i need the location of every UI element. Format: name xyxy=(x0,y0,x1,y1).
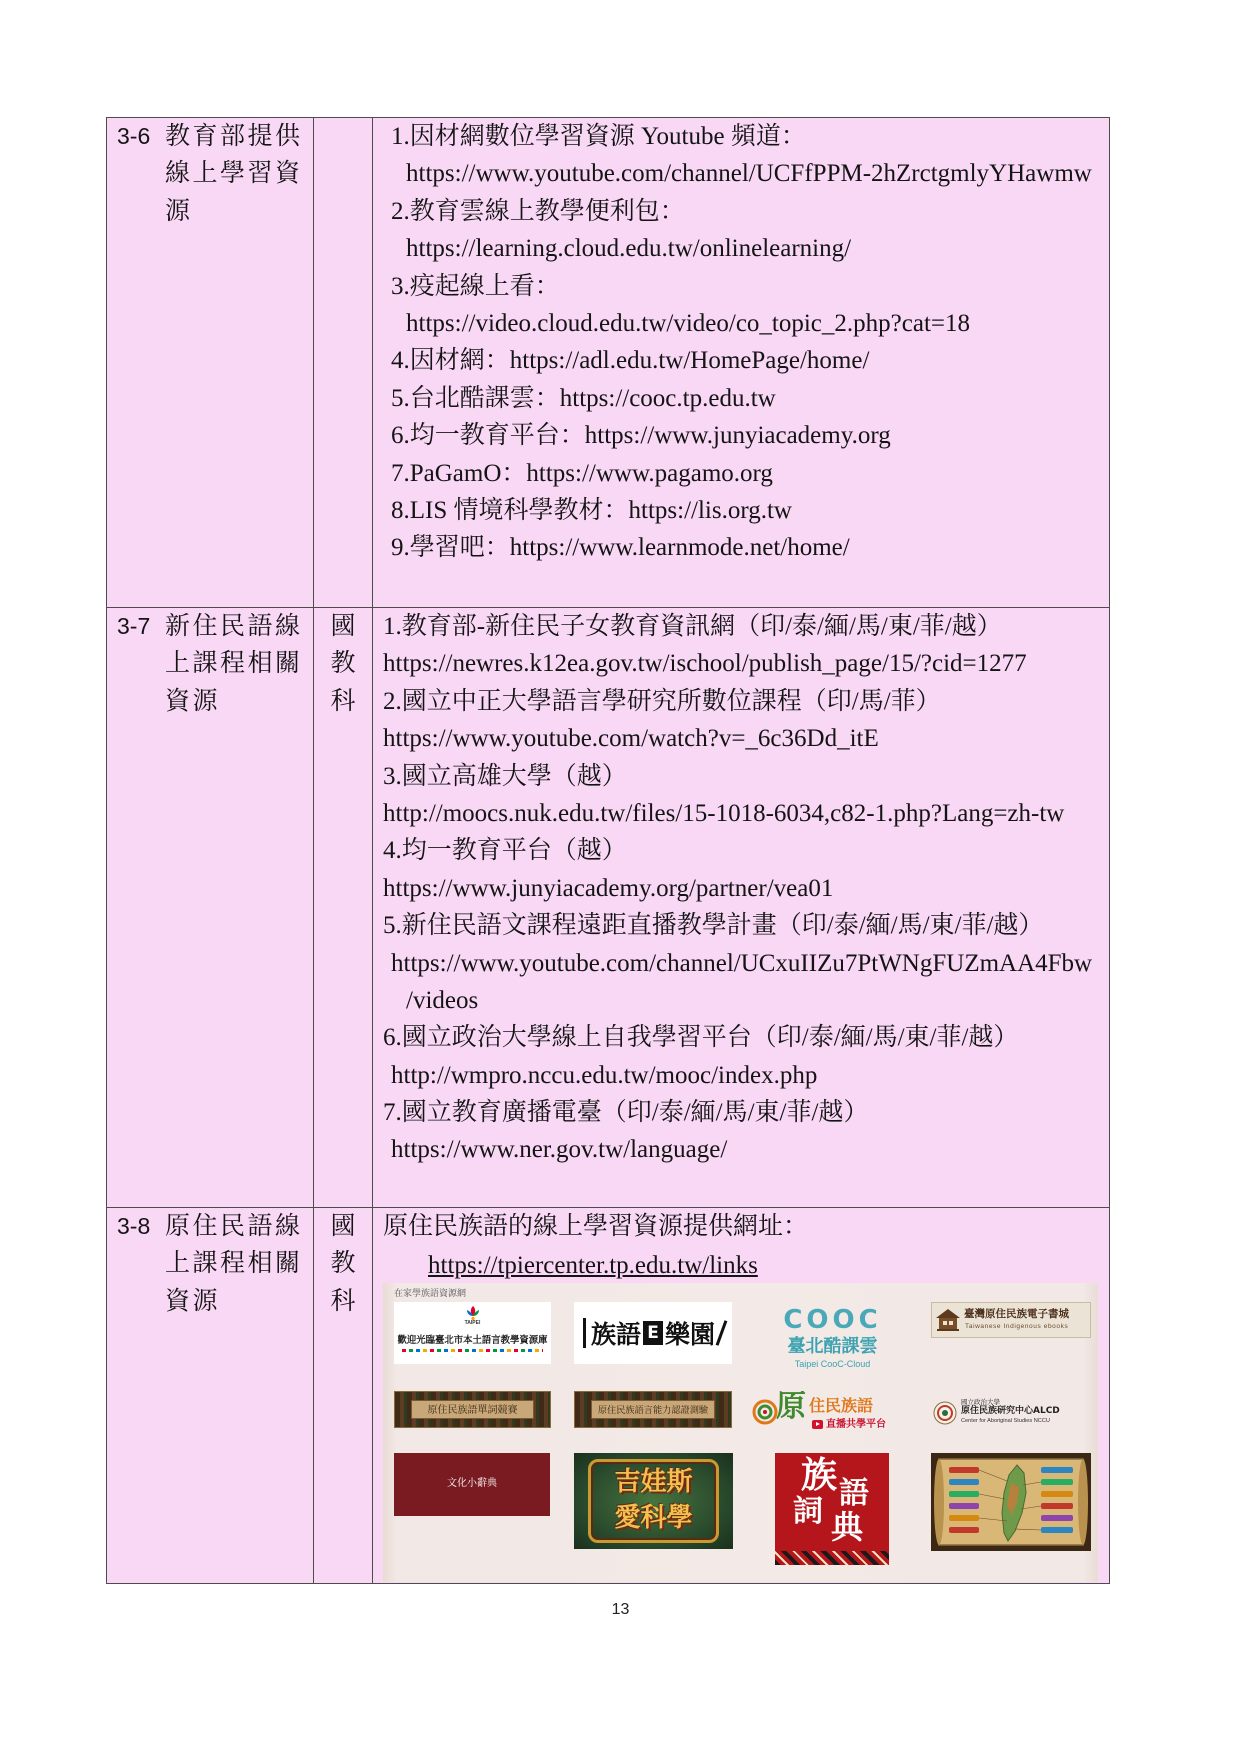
center-english-name: Center for Aboriginal Studies NCCU xyxy=(961,1418,1050,1424)
resource-url: https://learning.cloud.edu.tw/onlinelearning/ xyxy=(406,235,852,263)
calligraphy-char: 典 xyxy=(831,1508,864,1546)
page-number: 13 xyxy=(611,1601,630,1618)
resource-line: 4.均一教育平台（越） xyxy=(383,837,627,865)
calligraphy-char: 族 xyxy=(801,1454,838,1496)
unit-char: 國 xyxy=(330,613,356,640)
logo-e-box: E xyxy=(643,1321,663,1345)
row-title xyxy=(165,118,303,230)
resource-line: 1.因材網數位學習資源 Youtube 頻道： xyxy=(391,123,806,150)
unit-char: 教 xyxy=(330,1250,356,1278)
resource-url: https://www.youtube.com/channel/UCxuIIZu7PtWNgFUZmAA4Fbw xyxy=(391,949,1093,977)
color-dots-divider xyxy=(402,1349,543,1352)
spiral-icon xyxy=(752,1399,778,1425)
row-title-line: 原住民語線 xyxy=(165,1213,303,1240)
longhouse-icon xyxy=(935,1307,961,1333)
logo-text: 住民族語 xyxy=(809,1396,874,1415)
resource-list xyxy=(383,608,1092,1169)
row-3-6-unit-cell xyxy=(313,117,373,608)
row-id: 3-7 xyxy=(117,613,151,639)
play-icon xyxy=(812,1420,823,1429)
taipei-local-language-resource-logo xyxy=(394,1302,551,1364)
panel-header: 在家學族語資源網 xyxy=(394,1288,467,1298)
calligraphy-char: 語 xyxy=(839,1476,869,1511)
resource-line: 8.LIS 情境科學教材：https://lis.org.tw xyxy=(391,496,792,524)
row-title-line: 線上學習資 xyxy=(165,160,303,188)
resource-line: 3.國立高雄大學（越） xyxy=(383,762,627,790)
culture-dictionary-tile xyxy=(394,1453,550,1516)
row-title xyxy=(165,1208,303,1320)
resource-line: 3.疫起線上看： xyxy=(391,272,560,300)
resource-line: 2.國立中正大學語言學研究所數位課程（印/馬/菲） xyxy=(383,687,941,715)
resource-line: 4.因材網：https://adl.edu.tw/HomePage/home/ xyxy=(391,347,870,375)
logo-text: 樂園 xyxy=(665,1320,716,1349)
resource-line: 7.國立教育廣播電臺（印/泰/緬/馬/東/菲/越） xyxy=(383,1099,869,1127)
seal-icon xyxy=(933,1401,957,1425)
resource-line: 5.新住民語文課程遠距直播教學計畫（印/泰/緬/馬/東/菲/越） xyxy=(383,912,1044,940)
resource-url: http://wmpro.nccu.edu.tw/mooc/index.php xyxy=(391,1061,818,1089)
logo-subtitle: 直播共學平台 xyxy=(826,1419,886,1430)
resource-url: http://moocs.nuk.edu.tw/files/15-1018-6034,c82-1.php?Lang=zh-tw xyxy=(383,799,1065,827)
resource-line: 1.教育部-新住民子女教育資訊網（印/泰/緬/馬/東/菲/越） xyxy=(383,613,1002,640)
row-3-8-id-cell xyxy=(106,1207,314,1584)
resource-url: https://www.ner.gov.tw/language/ xyxy=(391,1136,728,1164)
resource-line: 2.教育雲線上教學便利包： xyxy=(391,197,685,225)
resource-url: https://newres.k12ea.gov.tw/ischool/publish_page/15/?cid=1277 xyxy=(383,650,1027,678)
proficiency-test-banner xyxy=(574,1391,732,1428)
row-title-line: 源 xyxy=(165,197,193,225)
tile-label: 文化小辭典 xyxy=(447,1478,497,1489)
cooc-wordmark: COOC xyxy=(783,1306,882,1335)
row-title-line: 上課程相關 xyxy=(165,1250,303,1278)
resource-url: https://www.youtube.com/watch?v=_6c36Dd_itE xyxy=(383,725,879,753)
unit-label xyxy=(314,1208,372,1320)
taiwan-map-tile xyxy=(931,1453,1091,1551)
ethnic-language-e-park-logo xyxy=(574,1302,732,1364)
jiwas-science-tile xyxy=(574,1453,733,1549)
woven-pattern xyxy=(775,1551,889,1565)
resource-url: https://video.cloud.edu.tw/video/co_topic_2.php?cat=18 xyxy=(406,309,970,337)
title-line: 愛科學 xyxy=(614,1503,693,1533)
resource-url: https://www.junyiacademy.org/partner/vea01 xyxy=(383,874,834,902)
row-title-line: 資源 xyxy=(165,687,221,715)
cooc-title: 臺北酷課雲 xyxy=(787,1336,878,1357)
university-name: 國立政治大學 xyxy=(961,1398,1000,1406)
unit-char: 國 xyxy=(330,1213,356,1240)
logo-text: 族語 xyxy=(590,1320,641,1349)
title-line: 吉娃斯 xyxy=(614,1467,693,1497)
cooc-cloud-logo xyxy=(775,1306,890,1373)
resource-list xyxy=(383,1208,808,1285)
unit-char: 科 xyxy=(330,1287,356,1315)
resource-list xyxy=(391,118,1092,567)
resource-line: 5.台北酷課雲：https://cooc.tp.edu.tw xyxy=(391,384,776,412)
tile-label: 歡迎光臨臺北市本土語言教學資源庫 xyxy=(397,1334,548,1345)
row-title-line: 資源 xyxy=(165,1287,221,1315)
indigenous-resource-screenshot xyxy=(383,1283,1098,1582)
logo-slash xyxy=(716,1320,728,1345)
unit-label xyxy=(314,608,372,720)
cooc-subtitle: Taipei CooC-Cloud xyxy=(794,1359,871,1369)
row-id: 3-6 xyxy=(117,123,151,149)
row-3-7-unit-cell xyxy=(313,607,373,1208)
row-3-7-content-cell xyxy=(372,607,1110,1208)
tpiercenter-link[interactable]: https://tpiercenter.tp.edu.tw/links xyxy=(428,1252,758,1280)
taiwan-map-image xyxy=(931,1453,1091,1551)
row-title-line: 上課程相關 xyxy=(165,650,303,678)
resource-url: https://www.youtube.com/channel/UCFfPPM-2hZrctgmlyYHawmw xyxy=(406,160,1092,188)
ethnic-language-dictionary-tile xyxy=(775,1453,889,1565)
unit-char: 科 xyxy=(330,687,356,715)
resource-line: 7.PaGamO：https://www.pagamo.org xyxy=(391,459,773,487)
logo-bar xyxy=(583,1318,586,1348)
taipei-wordmark: TAIPEI xyxy=(464,1320,481,1326)
banner-label: 原住民族語言能力認證測驗 xyxy=(591,1400,715,1419)
live-learning-platform-logo xyxy=(752,1391,908,1437)
ebook-store-subtitle: Taiwanese Indigenous ebooks xyxy=(965,1323,1069,1330)
resource-line: 9.學習吧：https://www.learnmode.net/home/ xyxy=(391,534,850,562)
resource-line: 原住民族語的線上學習資源提供網址： xyxy=(383,1213,809,1240)
resource-url: /videos xyxy=(406,986,479,1014)
row-3-7-id-cell xyxy=(106,607,314,1208)
banner-label: 原住民族語單詞競賽 xyxy=(411,1400,534,1419)
calligraphy-char: 詞 xyxy=(793,1494,823,1529)
center-name: 原住民族研究中心ALCD xyxy=(961,1406,1060,1416)
logo-big-char: 原 xyxy=(776,1391,806,1424)
row-title-line: 教育部提供 xyxy=(165,123,303,150)
row-3-6-id-cell xyxy=(106,117,314,608)
nccu-aboriginal-center-logo xyxy=(931,1398,1091,1428)
ebook-store-title: 臺灣原住民族電子書城 xyxy=(964,1308,1069,1320)
resource-line: 6.國立政治大學線上自我學習平台（印/泰/緬/馬/東/菲/越） xyxy=(383,1024,1019,1052)
row-title-line: 新住民語線 xyxy=(165,613,303,640)
indigenous-ebook-store-logo xyxy=(931,1302,1091,1338)
row-3-8-unit-cell xyxy=(313,1207,373,1584)
row-title xyxy=(165,608,303,720)
row-id: 3-8 xyxy=(117,1213,151,1239)
resource-line: 6.均一教育平台：https://www.junyiacademy.org xyxy=(391,422,891,450)
row-3-6-content-cell xyxy=(372,117,1110,608)
word-competition-banner xyxy=(394,1391,551,1428)
taipei-flower-icon xyxy=(464,1305,482,1321)
unit-char: 教 xyxy=(330,650,356,678)
